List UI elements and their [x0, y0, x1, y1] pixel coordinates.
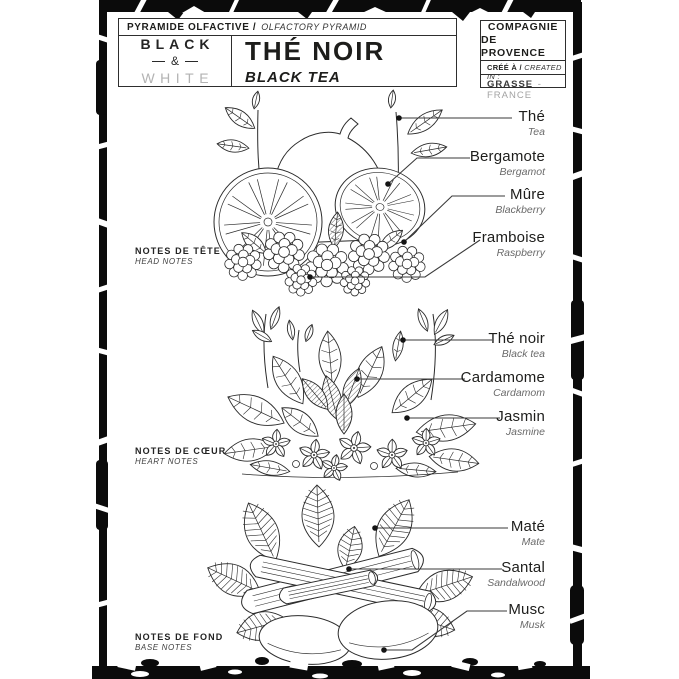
- note-label-bergamote: [470, 149, 545, 179]
- illustration-head-notes: [214, 90, 447, 296]
- header-table: [118, 18, 457, 87]
- pyramid-label-fr: PYRAMIDE OLFACTIVE /: [127, 21, 257, 33]
- note-en: Mate: [521, 536, 545, 548]
- created-in-fr: CRÉÉ À /: [487, 63, 522, 73]
- brand-created-in: [481, 61, 565, 82]
- brand-name: [481, 21, 565, 61]
- logo-dash-left: [152, 61, 165, 62]
- note-label-mure: [495, 187, 545, 217]
- header-row: [119, 36, 456, 86]
- brand-origin: [481, 75, 565, 102]
- note-label-the-noir: [488, 331, 545, 361]
- note-en: Musk: [519, 619, 545, 631]
- created-in-en: CREATED IN :: [487, 63, 562, 82]
- illustration-heart-notes: [224, 307, 479, 481]
- product-title-fr: THÉ NOIR: [245, 36, 386, 66]
- logo-ampersand: &: [170, 54, 179, 68]
- note-label-the: [519, 109, 545, 139]
- note-en: Raspberry: [496, 247, 545, 259]
- note-fr: Santal: [501, 559, 545, 576]
- note-fr: Thé: [518, 108, 545, 125]
- section-label-head: [135, 246, 221, 266]
- note-en: Blackberry: [495, 204, 545, 216]
- logo-ampersand-row: [152, 54, 198, 68]
- note-fr: Musc: [508, 601, 545, 618]
- note-en: Cardamom: [493, 387, 545, 399]
- origin-country: FRANCE: [487, 90, 533, 102]
- pyramid-label-en: OLFACTORY PYRAMID: [261, 22, 367, 32]
- note-fr: Jasmin: [496, 408, 545, 425]
- logo-dash-right: [185, 61, 198, 62]
- note-en: Bergamot: [499, 166, 545, 178]
- brand-box: [480, 20, 566, 102]
- pyramid-label: [119, 19, 456, 36]
- note-fr: Bergamote: [469, 148, 545, 165]
- illustration-base-notes: [208, 485, 473, 669]
- origin-separator: -: [537, 79, 541, 91]
- note-label-santal: [487, 560, 545, 590]
- product-title-en: BLACK TEA: [245, 69, 341, 86]
- section-label-head-en: HEAD NOTES: [135, 257, 194, 266]
- note-fr: Framboise: [472, 229, 545, 246]
- note-fr: Mûre: [510, 186, 545, 203]
- note-fr: Cardamome: [460, 369, 545, 386]
- note-label-cardamome: [461, 370, 545, 400]
- product-title: [232, 36, 456, 86]
- section-label-base-en: BASE NOTES: [135, 643, 193, 652]
- brand-name-line1: COMPAGNIE: [487, 21, 559, 33]
- note-label-musc: [508, 602, 545, 632]
- note-en: Black tea: [501, 348, 545, 360]
- note-label-framboise: [472, 230, 545, 260]
- section-label-heart: [135, 446, 226, 466]
- section-label-heart-en: HEART NOTES: [135, 457, 199, 466]
- section-label-base: [135, 632, 223, 652]
- logo-word-black: BLACK: [140, 36, 215, 52]
- note-en: Jasmine: [505, 426, 545, 438]
- note-fr: Maté: [510, 518, 545, 535]
- brand-logo: [119, 36, 232, 86]
- brand-name-line2: DE PROVENCE: [481, 34, 546, 60]
- logo-word-white: WHITE: [141, 70, 215, 86]
- note-label-mate: [511, 519, 545, 549]
- section-label-base-fr: NOTES DE FOND: [135, 632, 224, 642]
- note-fr: Thé noir: [488, 330, 545, 347]
- origin-city: GRASSE: [487, 79, 534, 91]
- note-en: Tea: [527, 126, 545, 138]
- note-label-jasmin: [496, 409, 545, 439]
- section-label-head-fr: NOTES DE TÊTE: [135, 246, 221, 256]
- note-en: Sandalwood: [487, 577, 545, 589]
- section-label-heart-fr: NOTES DE CŒUR: [135, 446, 227, 456]
